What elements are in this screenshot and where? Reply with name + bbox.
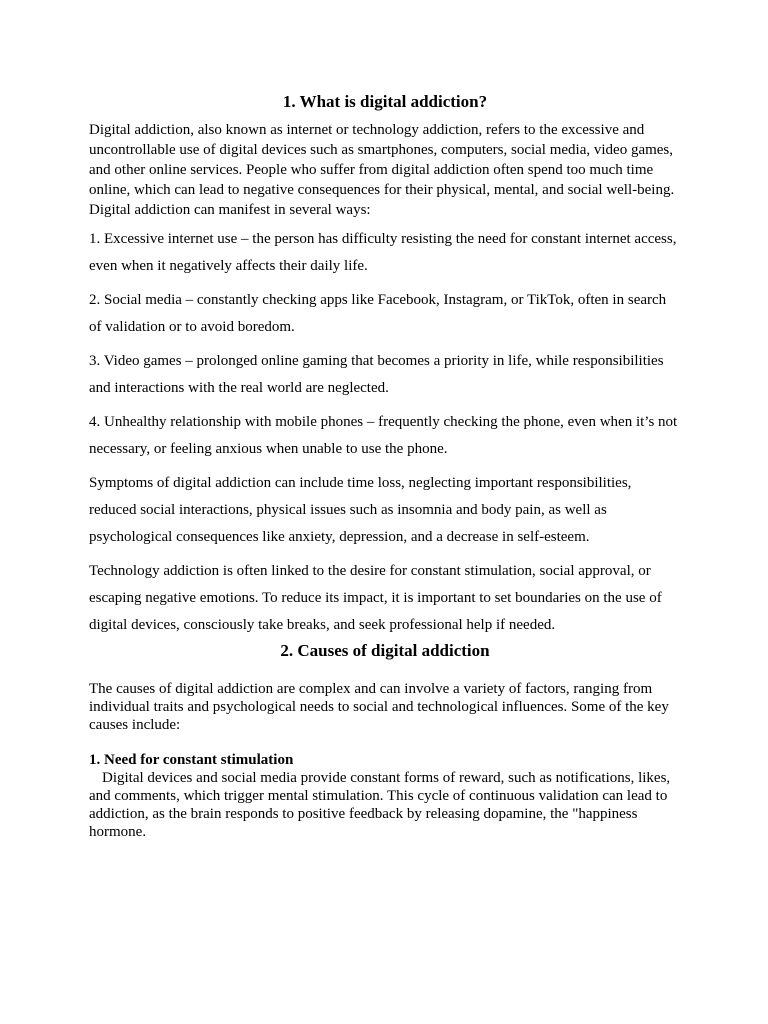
- section-2-heading: 2. Causes of digital addiction: [280, 641, 490, 660]
- cause-title: 1. Need for constant stimulation: [89, 752, 294, 768]
- cause-text: Digital devices and social media provide constant forms of reward, such as notifications, likes, and comments, which trigger mental stimulation. This cycle of continuous validation can lead to addiction, as the brain responds to positive feedback by releasing dopamine, the "happiness hormone.: [89, 770, 671, 840]
- list-item: 1. Excessive internet use – the person has difficulty resisting the need for constant internet access, even when it negatively affects their daily life.: [89, 231, 677, 274]
- symptoms-paragraph: Symptoms of digital addiction can include time loss, neglecting important responsibilities, reduced social interactions, physical issues such as insomnia and body pain, as well as psychological consequences like anxiety, depression, and a decrease in self-esteem.: [89, 475, 632, 545]
- list-item: 4. Unhealthy relationship with mobile phones – frequently checking the phone, even when it’s not necessary, or feeling anxious when unable to use the phone.: [89, 414, 678, 457]
- list-item: 2. Social media – constantly checking apps like Facebook, Instagram, or TikTok, often in search of validation or to avoid boredom.: [89, 292, 667, 335]
- section-1-intro-paragraph: Digital addiction, also known as internet or technology addiction, refers to the excessive and uncontrollable use of digital devices such as smartphones, computers, social media, video games, and other online services. People who suffer from digital addiction often spend too much time online, which can lead to negative consequences for their physical, mental, and social well-being. Digital addiction can manifest in several ways:: [89, 122, 675, 218]
- list-item: 3. Video games – prolonged online gaming that becomes a priority in life, while responsibilities and interactions with the real world are neglected.: [89, 353, 664, 396]
- section-2-intro-paragraph: The causes of digital addiction are complex and can involve a variety of factors, ranging from individual traits and psychological needs to social and technological influences. Some of the key causes include:: [89, 681, 669, 733]
- cause-text-wrapper: [89, 769, 681, 841]
- cause-block: [89, 751, 681, 841]
- closing-paragraph: Technology addiction is often linked to the desire for constant stimulation, social approval, or escaping negative emotions. To reduce its impact, it is important to set boundaries on the use of digital devices, consciously take breaks, and seek professional help if needed.: [89, 563, 662, 633]
- document-content: [89, 90, 681, 841]
- section-1-heading: 1. What is digital addiction?: [282, 92, 488, 111]
